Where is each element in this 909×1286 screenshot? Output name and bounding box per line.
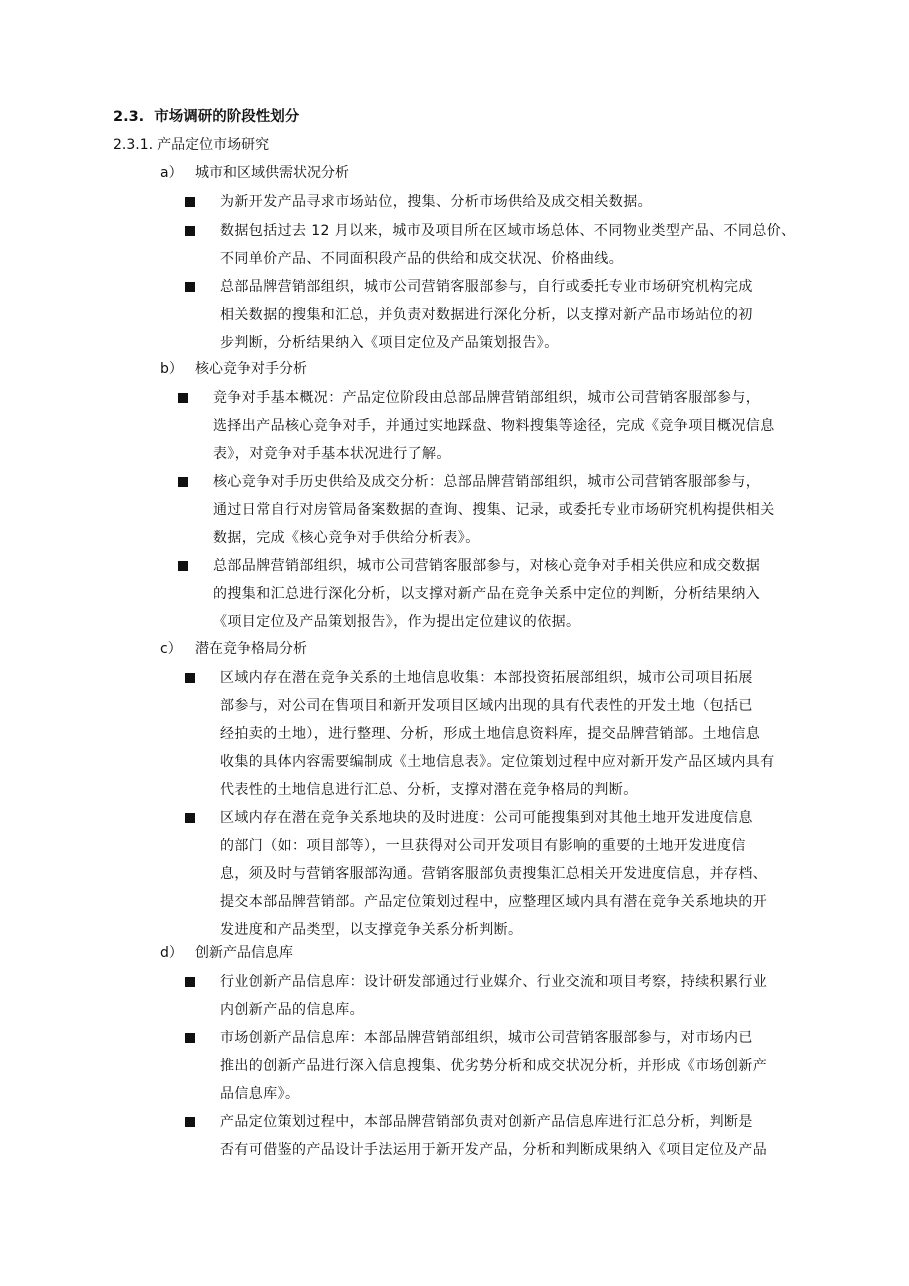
square-bullet-icon [185, 813, 195, 823]
item-label: c） [160, 641, 182, 657]
item-title: 城市和区域供需状况分析 [195, 165, 349, 181]
subsection-number: 2.3.1. [113, 137, 154, 153]
bullet-item: 数据包括过去 12 月以来，城市及项目所在区域市场总体、不同物业类型产品、不同总价、 不同单价产品、不同面积段产品的供给和成交状况、价格曲线。 [220, 217, 796, 273]
square-bullet-icon [185, 1117, 195, 1127]
square-bullet-icon [178, 561, 188, 571]
item-heading-c [160, 638, 307, 660]
square-bullet-icon [185, 673, 195, 683]
item-title: 核心竞争对手分析 [195, 361, 307, 377]
bullet-item: 竞争对手基本概况：产品定位阶段由总部品牌营销部组织，城市公司营销客服部参与， 选择出产品核心竞争对手，并通过实地踩盘、物料搜集等途径，完成《竞争项目概况信息 表》，对竞争对手基本状况进行了解。 [213, 384, 775, 468]
item-heading-d [160, 942, 293, 964]
bullet-item: 行业创新产品信息库：设计研发部通过行业媒介、行业交流和项目考察，持续积累行业 内创新产品的信息库。 [220, 968, 767, 1024]
bullet-item: 核心竞争对手历史供给及成交分析：总部品牌营销部组织，城市公司营销客服部参与， 通过日常自行对房管局备案数据的查询、搜集、记录，或委托专业市场研究机构提供相关 数据，完成《核心竞争对手供给分析表》。 [213, 468, 775, 552]
square-bullet-icon [185, 977, 195, 987]
section-number: 2.3. [113, 109, 145, 125]
bullet-item: 区域内存在潜在竞争关系的土地信息收集：本部投资拓展部组织，城市公司项目拓展 部参与，对公司在售项目和新开发项目区域内出现的具有代表性的开发土地（包括已 经拍卖的土地），进行整理、分析，形成土地信息资料库，提交品牌营销部。土地信息 收集的具体内容需要编制成《土地信息表》。定位策划过程中应对新开发产品区域内具有 代表性的土地信息进行汇总、分析，支撑对潜在竞争格局的判断。 [220, 664, 775, 804]
bullet-item: 总部品牌营销部组织，城市公司营销客服部参与，对核心竞争对手相关供应和成交数据 的搜集和汇总进行深化分析，以支撑对新产品在竞争关系中定位的判断，分析结果纳入 《项目定位及产品策划报告》，作为提出定位建议的依据。 [213, 552, 760, 636]
section-title: 市场调研的阶段性划分 [154, 109, 300, 125]
item-heading-a [160, 162, 349, 184]
square-bullet-icon [185, 197, 195, 207]
bullet-item: 总部品牌营销部组织，城市公司营销客服部参与，自行或委托专业市场研究机构完成 相关数据的搜集和汇总，并负责对数据进行深化分析，以支撑对新产品市场站位的初 步判断，分析结果纳入《项目定位及产品策划报告》。 [220, 273, 753, 357]
subsection-heading [113, 134, 269, 156]
item-label: a） [160, 165, 183, 181]
square-bullet-icon [185, 1033, 195, 1043]
item-label: b） [160, 361, 183, 377]
square-bullet-icon [178, 477, 188, 487]
section-heading [113, 106, 299, 128]
bullet-item: 产品定位策划过程中，本部品牌营销部负责对创新产品信息库进行汇总分析，判断是 否有可借鉴的产品设计手法运用于新开发产品，分析和判断成果纳入《项目定位及产品 [220, 1108, 767, 1164]
square-bullet-icon [185, 226, 195, 236]
bullet-item: 市场创新产品信息库：本部品牌营销部组织，城市公司营销客服部参与，对市场内已 推出的创新产品进行深入信息搜集、优劣势分析和成交状况分析，并形成《市场创新产 品信息库》。 [220, 1024, 767, 1108]
item-label: d） [160, 945, 183, 961]
subsection-title: 产品定位市场研究 [157, 137, 270, 153]
item-title: 潜在竞争格局分析 [195, 641, 307, 657]
item-title: 创新产品信息库 [195, 945, 293, 961]
square-bullet-icon [185, 282, 195, 292]
square-bullet-icon [178, 393, 188, 403]
bullet-item: 为新开发产品寻求市场站位，搜集、分析市场供给及成交相关数据。 [220, 188, 652, 216]
item-heading-b [160, 358, 307, 380]
bullet-item: 区域内存在潜在竞争关系地块的及时进度：公司可能搜集到对其他土地开发进度信息 的部门（如：项目部等），一旦获得对公司开发项目有影响的重要的土地开发进度信 息，须及时与营销客服部沟通。营销客服部负责搜集汇总相关开发进度信息，并存档、 提交本部品牌营销部。产品定位策划过程中，应整理区域内具有潜在竞争关系地块的开 发进度和产品类型，以支撑竞争关系分析判断。 [220, 804, 767, 944]
